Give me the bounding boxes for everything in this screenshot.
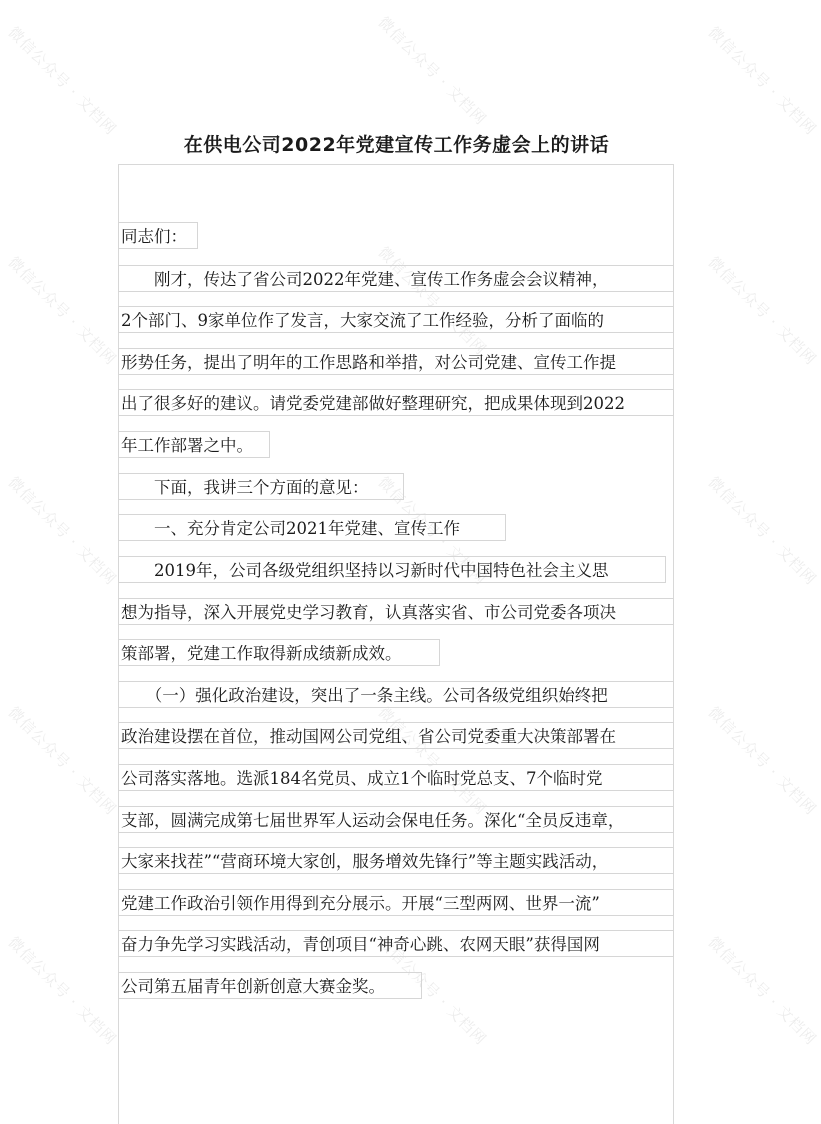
paragraph-line: 支部，圆满完成第七届世界军人运动会保电任务。深化“全员反违章， <box>118 806 674 833</box>
paragraph-line: 形势任务，提出了明年的工作思路和举措，对公司党建、宣传工作提 <box>118 348 674 375</box>
watermark-text: 微信公众号 · 文档网 <box>4 253 121 369</box>
paragraph-line: 一、充分肯定公司2021年党建、宣传工作 <box>118 514 506 541</box>
paragraph-line: 政治建设摆在首位，推动国网公司党组、省公司党委重大决策部署在 <box>118 722 674 749</box>
watermark-text: 微信公众号 · 文档网 <box>374 933 491 1049</box>
paragraph-line: 大家来找茬”“营商环境大家创，服务增效先锋行”等主题实践活动， <box>118 847 674 874</box>
watermark-text: 微信公众号 · 文档网 <box>704 473 821 589</box>
paragraph-line: （一）强化政治建设，突出了一条主线。公司各级党组织始终把 <box>118 681 674 708</box>
paragraph-line: 公司落实落地。选派184名党员、成立1个临时党总支、7个临时党 <box>118 764 674 791</box>
watermark-text: 微信公众号 · 文档网 <box>374 13 491 129</box>
watermark-text: 微信公众号 · 文档网 <box>4 703 121 819</box>
paragraph-line: 下面，我讲三个方面的意见： <box>118 473 404 500</box>
paragraph-line: 同志们： <box>118 222 198 249</box>
watermark-text: 微信公众号 · 文档网 <box>704 253 821 369</box>
paragraph-line: 党建工作政治引领作用得到充分展示。开展“三型两网、世界一流” <box>118 889 674 916</box>
paragraph-line: 想为指导，深入开展党史学习教育，认真落实省、市公司党委各项决 <box>118 598 674 625</box>
document-title: 在供电公司2022年党建宣传工作务虚会上的讲话 <box>183 134 610 156</box>
watermark-text: 微信公众号 · 文档网 <box>374 473 491 589</box>
watermark-text: 微信公众号 · 文档网 <box>374 703 491 819</box>
watermark-text: 微信公众号 · 文档网 <box>704 23 821 139</box>
watermark-text: 微信公众号 · 文档网 <box>374 243 491 359</box>
paragraph-line: 策部署，党建工作取得新成绩新成效。 <box>118 639 440 666</box>
watermark-text: 微信公众号 · 文档网 <box>4 473 121 589</box>
watermark-text: 微信公众号 · 文档网 <box>704 933 821 1049</box>
paragraph-line: 2019年，公司各级党组织坚持以习新时代中国特色社会主义思 <box>118 556 666 583</box>
paragraph-line: 奋力争先学习实践活动，青创项目“神奇心跳、农网天眼”获得国网 <box>118 930 674 957</box>
watermark-text: 微信公众号 · 文档网 <box>4 933 121 1049</box>
paragraph-line: 刚才，传达了省公司2022年党建、宣传工作务虚会会议精神， <box>118 265 674 292</box>
paragraph-line: 公司第五届青年创新创意大赛金奖。 <box>118 972 422 999</box>
paragraph-line: 2个部门、9家单位作了发言，大家交流了工作经验，分析了面临的 <box>118 306 674 333</box>
watermark-text: 微信公众号 · 文档网 <box>4 23 121 139</box>
paragraph-line: 出了很多好的建议。请党委党建部做好整理研究，把成果体现到2022 <box>118 389 674 416</box>
paragraph-line: 年工作部署之中。 <box>118 431 270 458</box>
watermark-text: 微信公众号 · 文档网 <box>704 703 821 819</box>
